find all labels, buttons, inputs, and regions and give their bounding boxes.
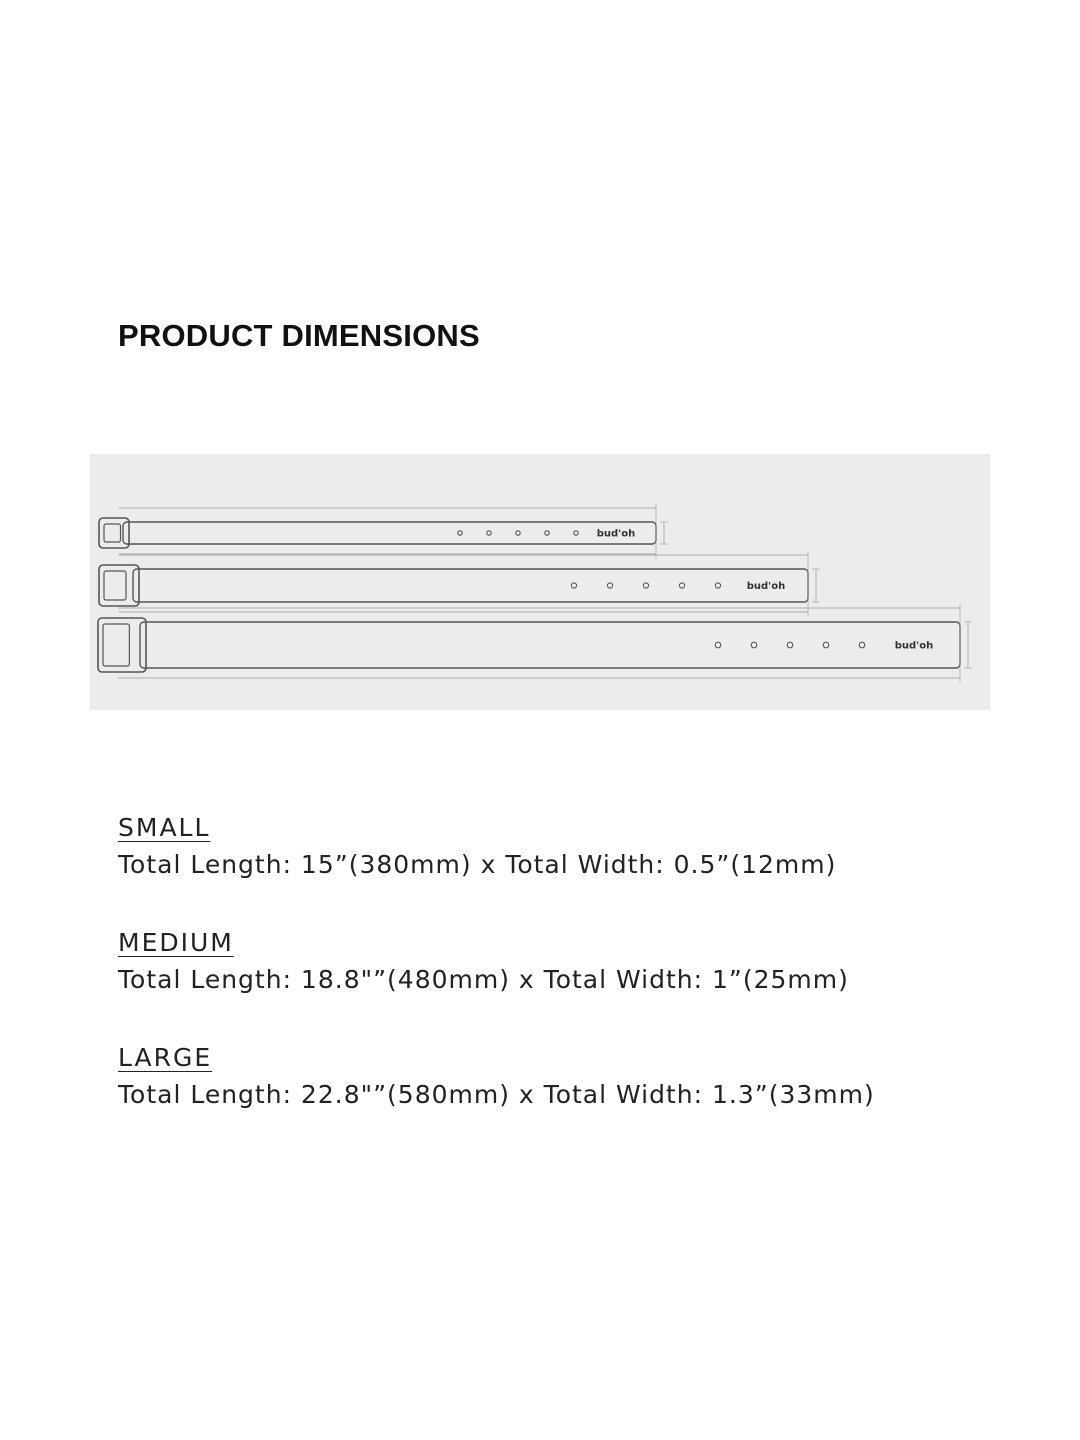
page-title: PRODUCT DIMENSIONS: [118, 318, 480, 353]
size-list: [118, 810, 1018, 1155]
brand-mark-medium: bud'oh: [746, 581, 786, 592]
strap-hole-small: [458, 531, 462, 535]
size-medium-name: MEDIUM: [118, 928, 234, 957]
strap-large: [140, 622, 960, 668]
strap-hole-large: [751, 642, 757, 648]
strap-medium: [133, 569, 808, 602]
strap-hole-large: [787, 642, 793, 648]
size-small: [118, 810, 1018, 925]
buckle-frame-large: [98, 618, 146, 672]
strap-hole-medium: [679, 583, 684, 588]
size-medium: [118, 925, 1018, 1040]
size-large-detail: Total Length: 22.8"”(580mm) x Total Width: 1.3”(33mm): [118, 1080, 875, 1109]
strap-hole-large: [859, 642, 865, 648]
strap-hole-medium: [571, 583, 576, 588]
size-small-name: SMALL: [118, 813, 211, 842]
size-small-detail: Total Length: 15”(380mm) x Total Width: 0.5”(12mm): [118, 850, 837, 879]
brand-mark-small: bud'oh: [596, 528, 636, 540]
strap-hole-large: [715, 642, 721, 648]
size-large: [118, 1040, 1018, 1155]
size-large-name: LARGE: [118, 1043, 213, 1072]
belt-diagram-svg: [90, 454, 990, 710]
size-medium-detail: Total Length: 18.8"”(480mm) x Total Width: 1”(25mm): [118, 965, 849, 994]
strap-hole-medium: [607, 583, 612, 588]
belt-dimensions-diagram: [90, 454, 990, 710]
strap-hole-medium: [715, 583, 720, 588]
buckle-prong-large: [103, 624, 129, 666]
strap-hole-medium: [643, 583, 648, 588]
buckle-prong-medium: [104, 571, 126, 600]
strap-hole-small: [516, 531, 520, 535]
buckle-prong-small: [104, 524, 121, 542]
strap-hole-small: [574, 531, 578, 535]
strap-hole-small: [545, 531, 549, 535]
strap-hole-small: [487, 531, 491, 535]
brand-mark-large: bud'oh: [894, 640, 934, 652]
strap-small: [123, 522, 656, 544]
strap-hole-large: [823, 642, 829, 648]
